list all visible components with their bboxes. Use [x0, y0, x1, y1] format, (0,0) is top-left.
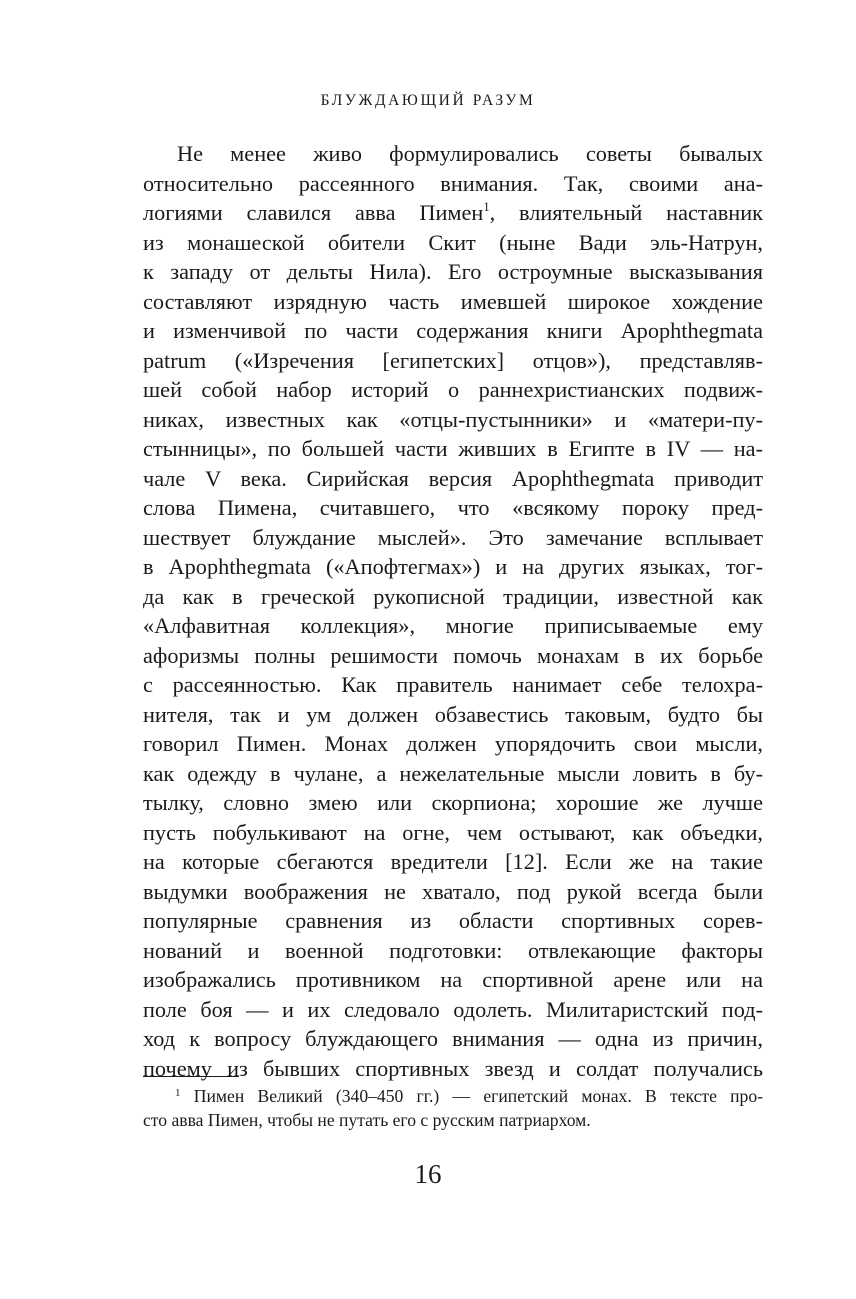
footnote-line	[143, 1084, 763, 1108]
footnote-text: Пимен Великий (340–450 гг.) — египетский монах. В тексте про-	[193, 1086, 763, 1106]
body-line: и изменчивой по части содержания книги Apophthegmata	[143, 318, 763, 343]
body-line: относительно рассеянного внимания. Так, своими ана-	[143, 170, 763, 196]
body-line: «Алфавитная коллекция», многие приписываемые ему	[143, 613, 763, 638]
body-line: с рассеянностью. Как правитель нанимает себе телохра-	[143, 672, 763, 697]
body-line: как одежду в чулане, а нежелательные мысли ловить в бу-	[143, 760, 763, 786]
body-line: составляют изрядную часть имевшей широкое хождение	[143, 288, 763, 314]
body-line: ход к вопросу блуждающего внимания — одна из причин,	[143, 1026, 763, 1051]
footnote-line: сто авва Пимен, чтобы не путать его с русским патриархом.	[143, 1110, 591, 1130]
body-line-with-footnote-ref	[143, 198, 763, 228]
body-line: поле боя — и их следовало одолеть. Милитаристский под-	[143, 996, 763, 1022]
body-line: шествует блуждание мыслей». Это замечание всплывает	[143, 524, 763, 550]
footnote-mark: 1	[175, 1087, 181, 1099]
page-number: 16	[414, 1159, 442, 1189]
body-line: пусть побулькивают на огне, чем остывают, как объедки,	[143, 819, 763, 845]
body-line: слова Пимена, считавшего, что «всякому пороку пред-	[143, 495, 763, 520]
footnote-divider	[143, 1076, 239, 1077]
body-line: нований и военной подготовки: отвлекающие факторы	[143, 937, 763, 963]
body-line: почему из бывших спортивных звезд и солдат получались	[143, 1055, 763, 1081]
body-line: изображались противником на спортивной арене или на	[143, 967, 763, 992]
body-line: выдумки воображения не хватало, под рукой всегда были	[143, 878, 763, 904]
body-line: никах, известных как «отцы-пустынники» и «матери-пу-	[143, 406, 763, 432]
body-line: стынницы», по большей части живших в Египте в IV — на-	[143, 436, 763, 461]
body-line: да как в греческой рукописной традиции, известной как	[143, 583, 763, 609]
running-head: БЛУЖДАЮЩИЙ РАЗУМ	[320, 92, 536, 109]
body-line: чале V века. Сирийская версия Apophthegmata приводит	[143, 465, 763, 491]
body-line: Не менее живо формулировались советы бывалых	[177, 141, 763, 166]
body-line: шей собой набор историй о раннехристианских подвиж-	[143, 377, 763, 402]
body-line: к западу от дельты Нила). Его остроумные высказывания	[143, 259, 763, 284]
footnote-reference[interactable]: 1	[483, 200, 490, 214]
body-line: говорил Пимен. Монах должен упорядочить свои мысли,	[143, 731, 763, 756]
body-line: в Apophthegmata («Апофтегмах») и на других языках, тог-	[143, 554, 763, 579]
footnote	[143, 1084, 763, 1132]
body-line: patrum («Изречения [египетских] отцов»), представляв-	[143, 347, 763, 373]
body-text	[143, 139, 763, 1083]
body-line: на которые сбегаются вредители [12]. Если же на такие	[143, 849, 763, 874]
body-line-start: логиями славился авва Пимен	[143, 200, 484, 225]
body-line-end: , влиятельный наставник	[489, 200, 763, 225]
body-line: тылку, словно змею или скорпиона; хорошие же лучше	[143, 790, 763, 815]
body-line: нителя, так и ум должен обзавестись таковым, будто бы	[143, 701, 763, 727]
body-line: афоризмы полны решимости помочь монахам в их борьбе	[143, 642, 763, 668]
body-line: популярные сравнения из области спортивных сорев-	[143, 908, 763, 933]
body-line: из монашеской обители Скит (ныне Вади эль-Натрун,	[143, 229, 763, 255]
